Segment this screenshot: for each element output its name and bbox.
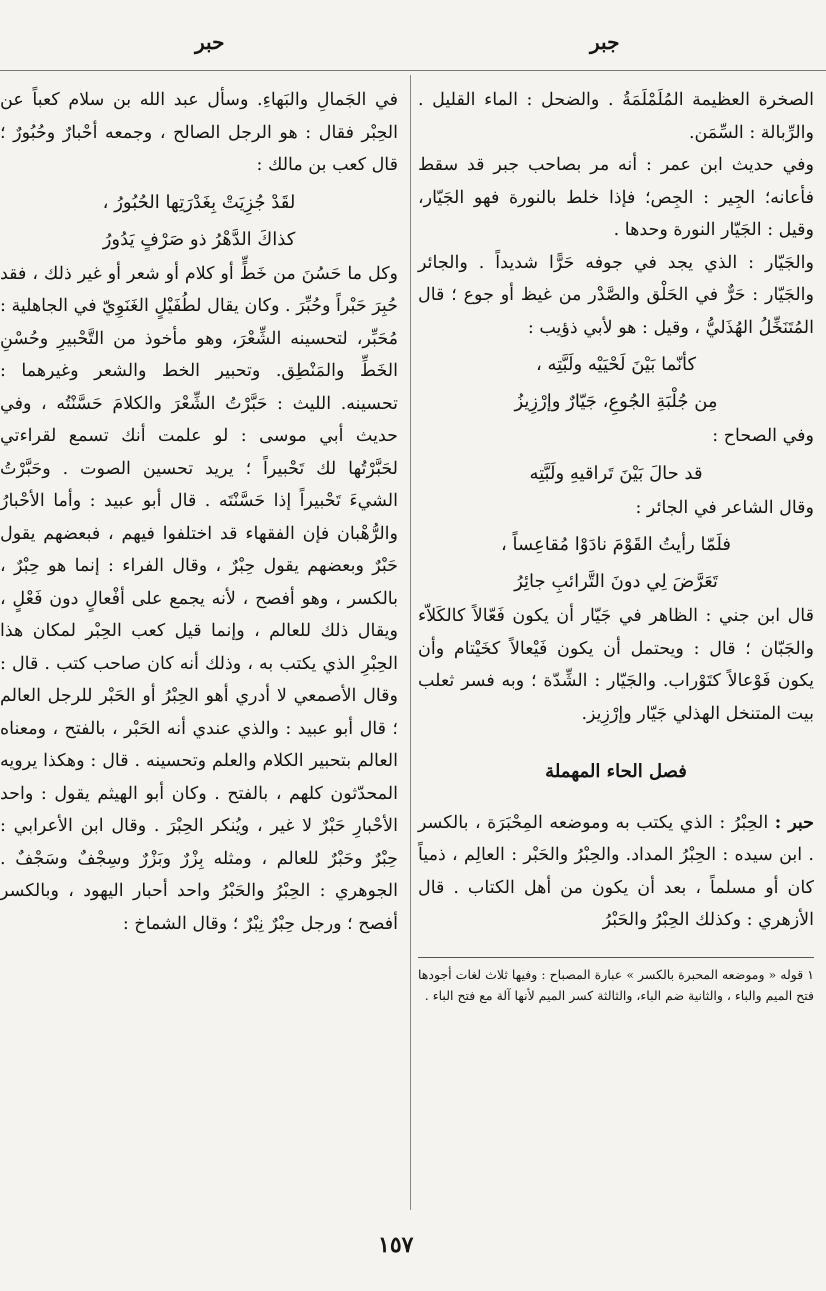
entry-text: الحِبْرُ : الذي يكتب به وموضعه المِحْبَرَة ، بالكسر . ابن سيده : الحِبْرُ المداد. والحِبْرُ والحَبْر : العالِم ، ذمياً كان أو مسلماً ، بعد أن يكون من أهل الكتاب . قال الأزهري : وكذلك الحِبْرُ والحَبْرُ: [418, 812, 814, 930]
right-paragraph-2: وفي حديث ابن عمر : أنه مر بصاحب جبر قد سقط فأعانه؛ الجِير : الجِص؛ فإذا خلط بالنورة فهو الجَيّار، وقيل : الجَيّار النورة وحدها .: [418, 155, 814, 240]
right-paragraph-3: والجَيّار : الذي يجد في جوفه حَرًّا شديداً . والجائر والجَيّار : حَرٌّ في الحَلْق والصَّدْر من غيظ أو جوع ؛ قال المُتَنَخِّلُ الهُذَليُّ ، وقيل : هو لأبي ذؤيب :: [418, 252, 814, 338]
left-paragraph-2: وكل ما حَسُنَ من خَطٍّ أو كلام أو شعر أو غير ذلك ، فقد حُبِرَ حَبْراً وحُبِّرَ . وكان يقال لطُفَيْلٍ الغَنَوِيّ في الجاهلية : مُحَبِّر، لتحسينه الشِّعْرَ، وهو مأخوذ من التَّحْبيرِ وحُسْنِ الخَطِّ والمَنْطِق. وتحبير الخط والشعر وغيرهما : تحسينه. الليث : حَبَّرْتُ الشِّعْرَ والكلامَ حَسَّنْتُه ، وفي حديث أبي موسى : لو علمت أنك تسمع لقراءتي لحَبَّرْتُها لك تَحْبيراً ؛ يريد تحسين الصوت . وحَبَّرْتُ الشيءَ تَحْبيراً إذا حَسَّنْتَه . قال أبو عبيد : وأما الأحْبارُ والرُّهْبان فإن الفقهاء قد اختلفوا فيهم ، فبعضهم يقول حَبْرٌ وبعضهم يقول حِبْرٌ ، وقال الفراء : إنما هو حِبْرٌ ، بالكسر ، وهو أفصح ، لأنه يجمع على أفْعالٍ دون فَعْلٍ ، ويقال ذلك للعالم ، وإنما قيل كعب الحِبْر لمكان هذا الحِبْرِ الذي يكتب به ، وذلك أنه كان صاحب كتب . قال : وقال الأصمعي لا أدري أهو الحِبْرُ أو الحَبْر للرجل العالم ؛ قال أبو عبيد : والذي عندي أنه الحَبْر ، بالفتح ، ومعناه العالم بتحبير الكلام والعلم وتحسينه . قال : وهكذا يرويه المحدّثون كلهم ، بالفتح . وكان أبو الهيثم يقول : واحد الأحْبارِ حَبْرٌ لا غير ، ويُنكر الحِبْرَ . وقال ابن الأعرابي : حِبْرٌ وحَبْرٌ للعالم ، ومثله بِزْرٌ وبَزْرٌ وسِجْفٌ وسَجْفٌ . الجوهري : الحِبْرُ والحَبْرُ واحد أحبار اليهود ، وبالكسر أفصح ؛ ورجل حِبْرٌ نِبْرٌ ؛ وقال الشماخ :: [0, 263, 398, 934]
running-header-left: حبر: [195, 30, 225, 54]
verse-line: مِن جُلْبَةِ الجُوعِ، جَيّارٌ وإرْزِيزُ: [514, 391, 718, 412]
header-rule: [0, 70, 826, 71]
right-paragraph-6: قال ابن جني : الظاهر في جَيّار أن يكون فَعّالاً كالكَلاّء والجَبّان ؛ قال : ويحتمل أن يكون فَيْعالاً كخَيْتام وأن يكون فَوْعالاً كتَوْراب. والجَيّار : الشِّدّة ؛ وبه فسر ثعلب بيت المتنخل الهذلي جَيّار وإرْزِيز.: [418, 606, 814, 724]
right-paragraph-5: وقال الشاعر في الجائر :: [635, 497, 814, 518]
right-paragraph-1: الصخرة العظيمة المُلَمْلَمَةُ . والضحل : الماء القليل . والرِّبالة : السِّمَن.: [418, 90, 814, 143]
left-paragraph-1: في الجَمالِ والبَهاءِ. وسأل عبد الله بن سلام كعباً عن الحِبْر فقال : هو الرجل الصالح ، وجمعه أحْبارٌ وحُبُورٌ ؛ قال كعب بن مالك :: [0, 90, 398, 175]
entry-paragraph: [418, 807, 814, 937]
footnote-rule: [418, 957, 814, 958]
verse-line: تَعَرَّضَ لِي دونَ التَّرائبِ جائِرُ: [514, 571, 718, 592]
verse-line: قد حالَ بَيْنَ تَراقيهِ ولَبَّتِه: [529, 462, 703, 484]
left-column: [0, 84, 398, 940]
running-header-right: جبر: [590, 30, 620, 54]
verse-line: فلَمّا رأيتُ القَوْمَ نادَوْا مُقاعِساً ،: [500, 534, 731, 555]
footnote: ١ قوله « وموضعه المحبرة بالكسر » عبارة المصباح : وفيها ثلاث لغات أجودها فتح الميم والباء ، والثانية ضم الباء، والثالثة كسر الميم لأنها آلة مع فتح الباء .: [418, 966, 814, 1003]
verse-line: كأنّما بَيْنَ لَحْيَيْه ولَبَّتِه ،: [535, 354, 697, 375]
verse-line: كذاكَ الدَّهْرُ ذو صَرْفٍ يَدُورُ: [102, 228, 296, 250]
verse-line: لقَدْ جُزِيَتْ بِغَدْرَتِها الحُبُورُ ،: [102, 191, 296, 213]
right-column: [418, 84, 814, 1006]
section-title: فصل الحاء المهملة: [545, 761, 687, 782]
page-number: ١٥٧: [378, 1232, 414, 1258]
entry-headword: حبر :: [774, 812, 814, 833]
column-divider: [410, 75, 411, 1210]
right-paragraph-4: وفي الصحاح :: [712, 426, 814, 446]
